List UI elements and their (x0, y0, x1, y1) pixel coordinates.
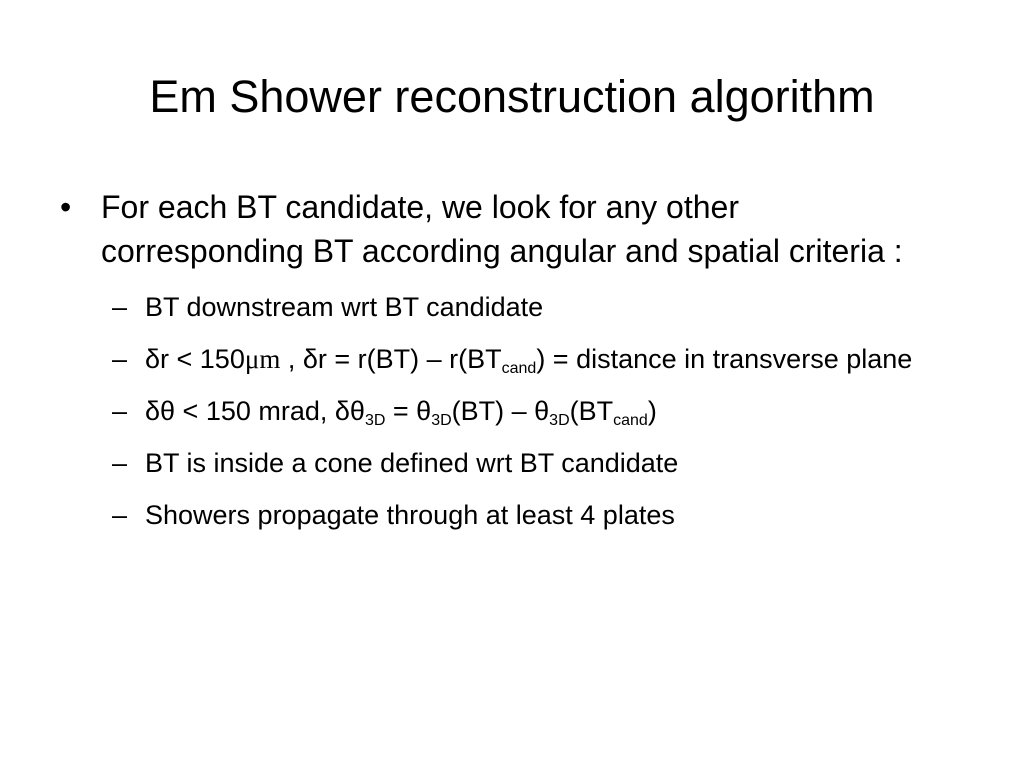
sub-bullet-delta-theta (112, 391, 950, 431)
sub-bullet-text: BT downstream wrt BT candidate (145, 292, 544, 322)
micrometer-unit: μm (244, 344, 281, 374)
3d-subscript: 3D (431, 412, 452, 429)
sub-bullet-cone (112, 443, 950, 483)
sub-bullet-downstream (112, 287, 950, 327)
delta-r-text: δr < 150μm , $\delta r = r(BT) - r(BT_{cand})$ = distance in transverse plane (145, 344, 913, 377)
sub-bullet-marker: – (112, 448, 128, 478)
main-bullet (60, 185, 950, 273)
3d-subscript: 3D (364, 412, 386, 429)
sub-bullet-marker: – (112, 500, 128, 530)
delta-theta-text: δθ < 150 mrad, $\delta\theta_{3D} = \theta_{3D}(BT) - \theta_{3D}(BT_{cand})$ (145, 396, 657, 429)
bullet-marker: • (60, 189, 72, 225)
sub-bullet-text: Showers propagate through at least 4 plates (145, 500, 675, 530)
cand-subscript: cand (613, 412, 648, 429)
sub-bullet-marker: – (112, 292, 128, 322)
3d-subscript: 3D (549, 412, 570, 429)
sub-bullet-list (60, 287, 950, 535)
sub-bullet-marker: – (112, 396, 128, 426)
sub-bullet-plates (112, 495, 950, 535)
cand-subscript: cand (501, 360, 537, 377)
main-bullet-text: For each BT candidate, we look for any other corresponding BT according angular and spatial criteria : (101, 189, 903, 269)
sub-bullet-text: BT is inside a cone defined wrt BT candidate (145, 448, 679, 478)
sub-bullet-delta-r (112, 339, 950, 379)
sub-bullet-marker: – (112, 344, 128, 374)
slide-title: Em Shower reconstruction algorithm (149, 71, 875, 122)
slide-content (60, 185, 950, 547)
